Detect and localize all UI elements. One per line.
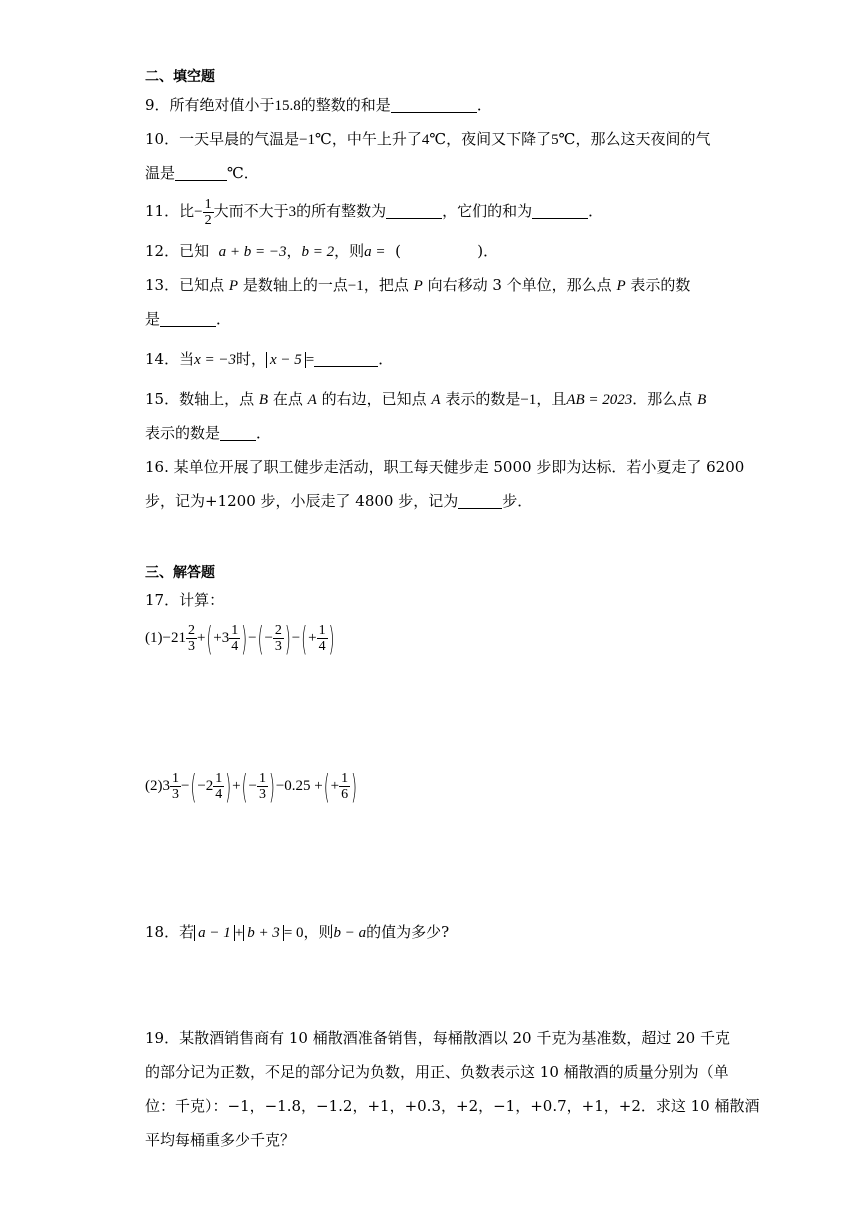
section-title-fill: 二、填空题: [145, 69, 215, 85]
denominator: 3: [274, 639, 282, 655]
q15-text-5: ，且: [536, 390, 567, 408]
denominator: 2: [204, 212, 212, 228]
fraction: [317, 623, 328, 654]
denominator: 6: [341, 787, 349, 803]
question-19-line-2: 的部分记为正数，不足的部分记为负数，用正、负数表示这 10 桶散酒的质量分别为（单: [145, 1063, 729, 1081]
q10-text-3: ，夜间又下降了: [446, 130, 552, 148]
q12-text: 12．已知: [145, 242, 210, 260]
term: 3: [162, 778, 170, 794]
fraction: [203, 197, 214, 228]
question-17-part-2: [145, 766, 358, 807]
q15-text-3: 的右边，已知点: [321, 390, 427, 408]
q15-end: ．: [256, 424, 272, 442]
q11-text-3: 的所有整数为: [296, 202, 387, 220]
answer-blank: [160, 310, 216, 327]
question-10-line-2: [145, 163, 259, 183]
left-paren: (: [301, 618, 308, 659]
q15-point-a: A: [307, 392, 317, 408]
operator: −0.25 +: [275, 778, 323, 794]
question-17-title: 17．计算：: [145, 591, 225, 609]
q15-text-2: 在点: [272, 390, 303, 408]
q14-absolute-value: x − 5: [266, 352, 306, 368]
q14-text: 14．当: [145, 350, 195, 368]
q13-number: −1: [347, 278, 364, 294]
q11-text: 11．比: [145, 202, 195, 220]
question-12: [145, 241, 498, 262]
q10-text: 10．一天早晨的气温是: [145, 130, 300, 148]
q13-text-2: 是数轴上的一点: [242, 276, 348, 294]
q9-text: 9．所有绝对值小于: [145, 96, 275, 114]
answer-blank: [532, 202, 588, 219]
answer-blank: [220, 424, 256, 441]
q14-end: ．: [378, 350, 394, 368]
q11-number: 3: [288, 204, 297, 220]
question-13-line-1: [145, 275, 690, 296]
fraction: [229, 623, 240, 654]
left-paren: (: [241, 766, 248, 807]
question-17-part-1: [145, 618, 335, 659]
term: −21: [162, 630, 186, 646]
question-14: [145, 349, 393, 370]
q18-plus: +: [234, 925, 244, 941]
right-paren: ): [328, 618, 335, 659]
q12-equation-1: a + b = −3: [218, 244, 287, 260]
right-paren: ): [351, 766, 357, 807]
fraction: [273, 623, 284, 654]
answer-blank: [314, 350, 378, 367]
right-paren: ): [241, 618, 248, 659]
q16-text: 步，记为+1200 步，小辰走了 4800 步，记为: [145, 492, 459, 510]
operator: −: [291, 630, 301, 646]
question-10-line-1: [145, 129, 710, 150]
left-paren: (: [190, 766, 197, 807]
q13-point: P: [228, 278, 239, 294]
numerator: 1: [215, 771, 223, 787]
part-label: (1): [145, 630, 163, 646]
term: +: [330, 778, 340, 794]
q13-point-3: P: [616, 278, 626, 294]
term: +: [308, 630, 317, 646]
q13-text-4: 向右移动 3 个单位，那么点: [427, 276, 612, 294]
q10-text-4: ，那么这天夜间的气: [575, 130, 711, 148]
q15-text-6: ．那么点: [632, 390, 693, 408]
q12-comma: ，: [286, 242, 302, 260]
q13-point-2: P: [413, 278, 423, 294]
denominator: 4: [215, 787, 223, 803]
answer-blank: [386, 202, 442, 219]
denominator: 4: [231, 639, 239, 655]
q15-point-b-2: B: [697, 392, 707, 408]
q12-equation-2: b = 2: [301, 244, 335, 260]
q15-text-4: 表示的数是: [445, 390, 521, 408]
q14-text-2: 时，: [236, 350, 267, 368]
right-paren: ): [284, 618, 291, 659]
q15-point-a-2: A: [431, 392, 441, 408]
q11-text-4: ，它们的和为: [442, 202, 533, 220]
answer-blank: [458, 492, 502, 509]
fraction: [170, 771, 181, 802]
numerator: 2: [187, 623, 195, 639]
question-19-line-3: 位：千克）：−1，−1.8，−1.2，+1，+0.3，+2，−1，+0.7，+1，+2．求这 10 桶散酒: [145, 1097, 760, 1115]
term: +3: [213, 630, 230, 646]
q18-equals: = 0: [283, 925, 304, 941]
q14-equals: =: [305, 352, 315, 368]
right-paren: ): [268, 766, 275, 807]
q9-end: ．: [476, 96, 492, 114]
q10-temp-3: 5℃: [551, 132, 576, 148]
fraction: [339, 771, 350, 802]
numerator: 1: [341, 771, 349, 787]
q12-paren: ( )．: [395, 242, 499, 260]
fraction: [186, 623, 197, 654]
q10-unit: ℃．: [227, 164, 259, 182]
question-19-line-1: 19．某散酒销售商有 10 桶散酒准备销售，每桶散酒以 20 千克为基准数，超过 20 千克: [145, 1029, 730, 1047]
q11-text-2: 大而不大于: [213, 202, 289, 220]
q10-temp-1: −1℃: [299, 132, 332, 148]
q10-temp-2: 4℃: [421, 132, 447, 148]
q9-number: 15.8: [274, 98, 301, 114]
part-label: (2): [145, 778, 163, 794]
question-13-line-2: [145, 309, 231, 329]
right-paren: ): [225, 766, 232, 807]
question-15-line-1: [145, 389, 706, 410]
q13-text: 13．已知点: [145, 276, 225, 294]
operator: +: [196, 630, 206, 646]
left-paren: (: [323, 766, 330, 807]
q11-end: ．: [588, 202, 604, 220]
denominator: 3: [258, 787, 266, 803]
numerator: 2: [274, 623, 282, 639]
q15-number: −1: [520, 392, 537, 408]
q18-absolute-value-1: a − 1: [194, 925, 235, 941]
q14-condition: x = −3: [194, 352, 236, 368]
q12-equation-3: a =: [364, 244, 386, 260]
term: −: [248, 778, 257, 794]
q12-text-2: ，则: [334, 242, 365, 260]
fraction: [257, 771, 268, 802]
q15-text-7: 表示的数是: [145, 424, 221, 442]
answer-blank: [391, 96, 477, 113]
operator: +: [232, 778, 241, 794]
q18-text: 18．若: [145, 923, 195, 941]
section-title-solve: 三、解答题: [145, 565, 215, 581]
left-paren: (: [257, 618, 264, 659]
q13-text-6: 是: [145, 310, 161, 328]
question-18: [145, 922, 449, 943]
q10-text-5: 温是: [145, 164, 176, 182]
question-9: [145, 95, 492, 116]
denominator: 3: [172, 787, 179, 803]
q15-text: 15．数轴上，点: [145, 390, 255, 408]
question-16-line-1: 16. 某单位开展了职工健步走活动，职工每天健步走 5000 步即为达标．若小夏走了 6200: [145, 458, 745, 476]
q18-expression: b − a: [333, 925, 367, 941]
denominator: 4: [318, 639, 326, 655]
q11-sign: −: [194, 204, 203, 220]
answer-blank: [175, 164, 227, 181]
numerator: 1: [318, 623, 326, 639]
numerator: 1: [172, 771, 179, 787]
q18-absolute-value-2: b + 3: [243, 925, 284, 941]
q18-text-2: ，则: [303, 923, 334, 941]
numerator: 1: [204, 196, 212, 212]
q10-text-2: ，中午上升了: [331, 130, 422, 148]
question-16-line-2: [145, 491, 532, 511]
fraction: [213, 771, 224, 802]
left-paren: (: [206, 618, 213, 659]
question-11: [145, 193, 603, 230]
q15-equation: AB = 2023: [566, 392, 633, 408]
term: −2: [197, 778, 214, 794]
question-19-line-4: 平均每桶重多少千克？: [145, 1131, 296, 1149]
q18-text-3: 的值为多少?: [366, 923, 450, 941]
numerator: 1: [231, 623, 239, 639]
q13-text-3: ，把点: [363, 276, 409, 294]
numerator: 1: [258, 771, 266, 787]
q13-text-5: 表示的数: [630, 276, 691, 294]
q16-end: 步．: [502, 492, 533, 510]
question-15-line-2: [145, 423, 271, 443]
operator: −: [181, 778, 190, 794]
q9-text-2: 的整数的和是: [300, 96, 391, 114]
q13-end: ．: [216, 310, 232, 328]
denominator: 3: [187, 639, 195, 655]
q15-point-b: B: [258, 392, 269, 408]
operator: −: [248, 630, 257, 646]
term: −: [264, 630, 273, 646]
